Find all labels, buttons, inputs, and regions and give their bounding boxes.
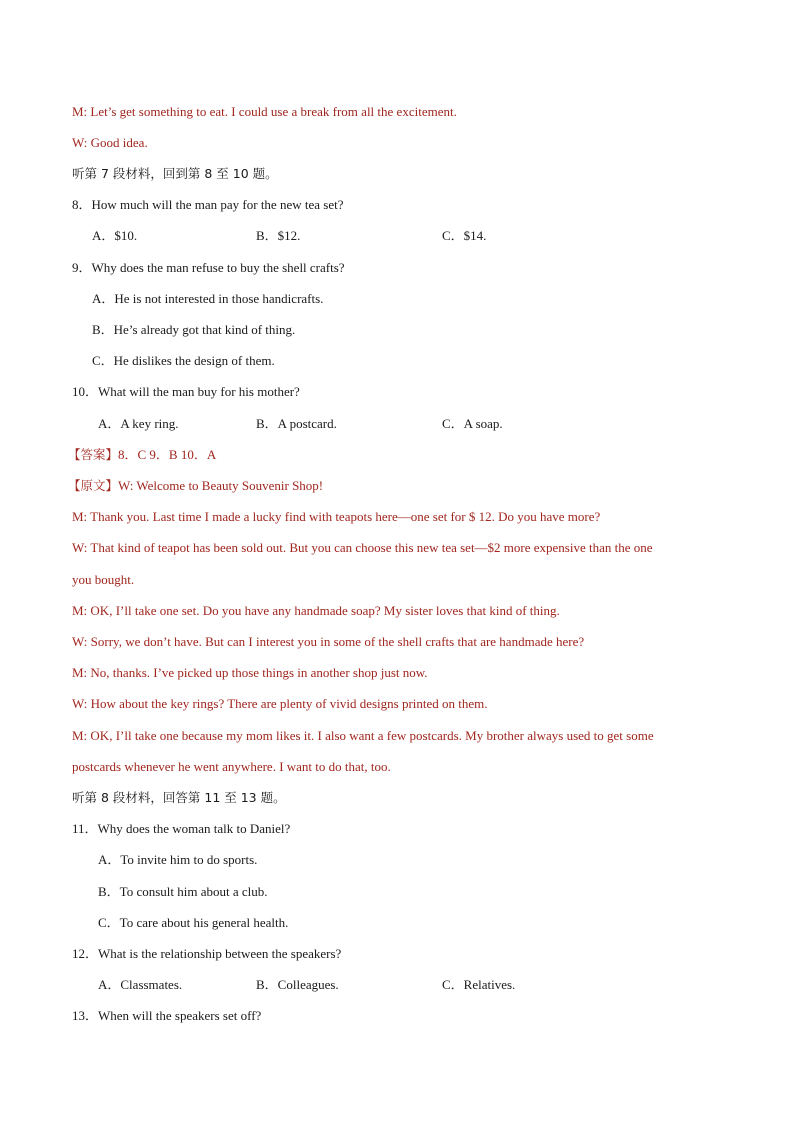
transcript-line: M: OK, I’ll take one set. Do you have any handmade soap? My sister loves that kind of thing.: [72, 603, 560, 618]
option-b: B．He’s already got that kind of thing.: [92, 322, 296, 337]
option-c: C．$14.: [442, 228, 487, 243]
question-stem: 8．How much will the man pay for the new tea set?: [72, 197, 344, 212]
section-heading: 听第 7 段材料，回到第 8 至 10 题。: [72, 166, 278, 181]
transcript-line: W: That kind of teapot has been sold out. But you can choose this new tea set—$2 more expensive than the one: [72, 540, 653, 555]
option-a: A．Classmates.: [98, 977, 183, 992]
option-b: B．Colleagues.: [256, 977, 339, 992]
question-stem: 9．Why does the man refuse to buy the shell crafts?: [72, 260, 345, 275]
answer-text: 8．C 9．B 10．A: [118, 447, 217, 462]
dialogue-line: M: Let’s get something to eat. I could use a break from all the excitement.: [72, 104, 457, 119]
transcript-text: W: Welcome to Beauty Souvenir Shop!: [118, 478, 324, 493]
option-a: A．A key ring.: [98, 416, 179, 431]
option-c: C．A soap.: [442, 416, 503, 431]
transcript-line: you bought.: [72, 572, 135, 587]
answer-line: [68, 447, 216, 463]
transcript-line: W: Sorry, we don’t have. But can I interest you in some of the shell crafts that are handmade here?: [72, 634, 585, 649]
dialogue-line: W: Good idea.: [72, 135, 148, 150]
option-b: B．To consult him about a club.: [98, 884, 268, 899]
option-c: C．He dislikes the design of them.: [92, 353, 275, 368]
option-b: B．$12.: [256, 228, 301, 243]
section-heading: 听第 8 段材料，回答第 11 至 13 题。: [72, 790, 286, 805]
option-a: A．$10.: [92, 228, 138, 243]
option-a: A．He is not interested in those handicrafts.: [92, 291, 324, 306]
option-c: C．To care about his general health.: [98, 915, 289, 930]
option-a: A．To invite him to do sports.: [98, 852, 258, 867]
transcript-first-line: [68, 478, 323, 494]
option-b: B．A postcard.: [256, 416, 337, 431]
question-stem: 12．What is the relationship between the speakers?: [72, 946, 342, 961]
transcript-line: M: Thank you. Last time I made a lucky find with teapots here—one set for $ 12. Do you have more?: [72, 509, 601, 524]
question-stem: 13．When will the speakers set off?: [72, 1008, 262, 1023]
question-stem: 10．What will the man buy for his mother?: [72, 384, 300, 399]
transcript-line: M: OK, I’ll take one because my mom likes it. I also want a few postcards. My brother always used to get some: [72, 728, 654, 743]
transcript-line: M: No, thanks. I’ve picked up those things in another shop just now.: [72, 665, 428, 680]
transcript-line: postcards whenever he went anywhere. I want to do that, too.: [72, 759, 391, 774]
transcript-line: W: How about the key rings? There are plenty of vivid designs printed on them.: [72, 696, 488, 711]
answer-label: 【答案】: [68, 447, 119, 462]
option-c: C．Relatives.: [442, 977, 516, 992]
question-stem: 11．Why does the woman talk to Daniel?: [72, 821, 291, 836]
transcript-label: 【原文】: [68, 478, 119, 493]
